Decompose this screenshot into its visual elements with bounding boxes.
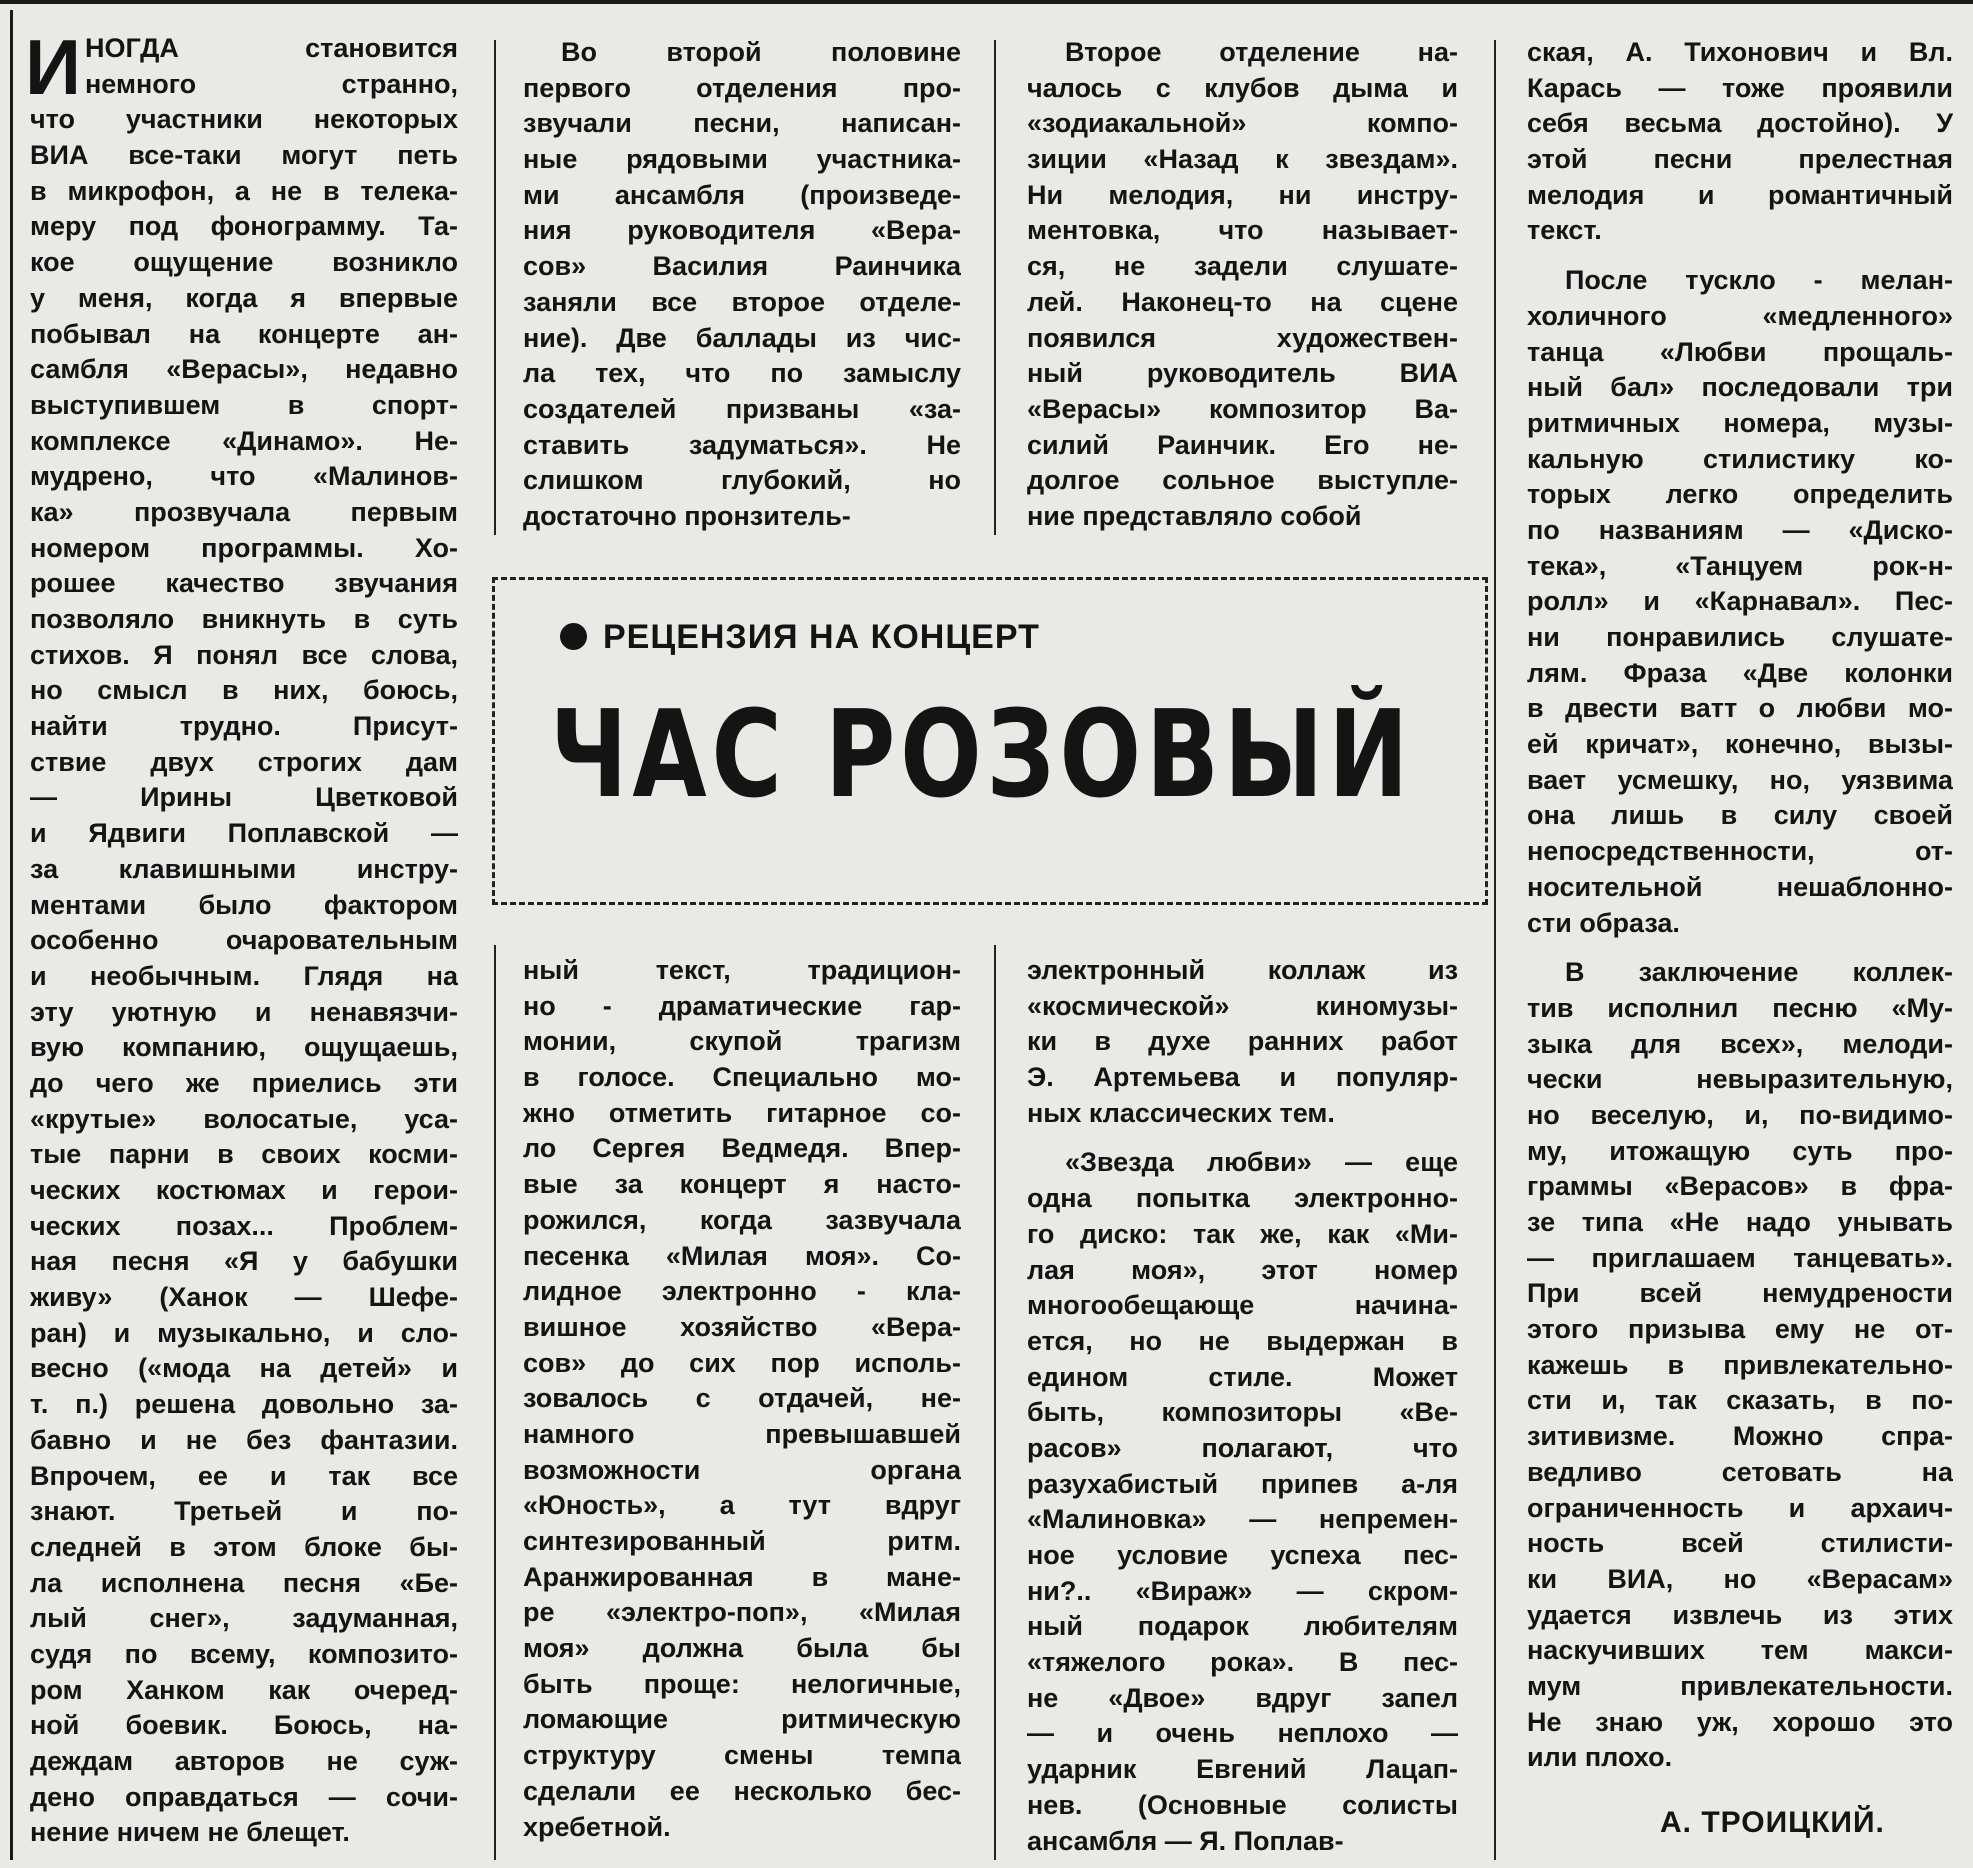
text-line: синтезированный ритм.: [523, 1526, 961, 1556]
text-line: Ни мелодия, ни инстру-: [1027, 179, 1458, 210]
text-line: ская, А. Тихонович и Вл.: [1527, 37, 1953, 67]
text-line: хребетной.: [523, 1811, 671, 1842]
text-line: вые за концерт я насто-: [523, 1169, 961, 1200]
text-line: она лишь в силу своей: [1527, 800, 1953, 831]
text-line: мум привлекательности.: [1527, 1670, 1953, 1701]
text-line: или плохо.: [1527, 1742, 1673, 1773]
text-line: ный текст, традицион-: [523, 955, 961, 985]
text-line: мелодия и романтичный: [1527, 179, 1953, 210]
text-line: сделали ее несколько бес-: [523, 1775, 961, 1806]
text-line: ритмичных номера, музы-: [1527, 407, 1953, 438]
text-line: лая моя», этот номер: [1027, 1254, 1458, 1285]
text-line: одна попытка электронно-: [1027, 1183, 1458, 1214]
text-line: ческих позах... Проблем-: [30, 1210, 458, 1241]
text-line: достаточно пронзитель-: [523, 500, 851, 531]
text-line: ре «электро-поп», «Милая: [523, 1597, 961, 1628]
text-line: знают. Третьей и по-: [30, 1496, 458, 1527]
text-line: тив исполнил песню «Му-: [1527, 992, 1953, 1023]
text-line: слишком глубокий, но: [523, 465, 961, 496]
text-line: но смысл в них, боюсь,: [30, 675, 458, 706]
text-line: ки ВИА, но «Верасам»: [1527, 1563, 1953, 1594]
text-line: сов» Василия Раинчика: [523, 251, 961, 282]
text-line: номером программы. Хо-: [30, 532, 458, 563]
text-line: но веселую, и, по-видимо-: [1527, 1099, 1953, 1130]
text-line: кальную стилистику ко-: [1527, 443, 1953, 474]
text-line: мудрено, что «Малинов-: [30, 461, 458, 492]
text-line: ка» прозвучала первым: [30, 496, 458, 527]
text-line: зыка для всех», мелоди-: [1527, 1028, 1953, 1059]
text-line: ческих костюмах и герои-: [30, 1175, 458, 1205]
text-line: выступившем в спорт-: [30, 389, 458, 420]
text-line: Не знаю уж, хорошо это: [1527, 1706, 1953, 1737]
text-line: ролл» и «Карнавал». Пес-: [1527, 586, 1953, 617]
text-line: му, итожащую суть про-: [1527, 1135, 1953, 1166]
text-line: быть, композиторы «Ве-: [1027, 1397, 1458, 1428]
text-line: жно отметить гитарное со-: [523, 1097, 961, 1128]
text-line: тые парни в своих косми-: [30, 1139, 458, 1170]
text-line: создателей призваны «за-: [523, 393, 961, 424]
text-line: чески невыразительную,: [1527, 1064, 1953, 1095]
text-line: «зодиакальной» компо-: [1027, 108, 1458, 139]
text-line: вишное хозяйство «Вера-: [523, 1311, 961, 1342]
text-line: бавно и не без фантазии.: [30, 1424, 458, 1455]
text-line: ла тех, что по замыслу: [523, 358, 961, 389]
text-line: ный подарок любителям: [1027, 1611, 1458, 1642]
article-column-2-top: [523, 35, 961, 535]
text-line: самбля «Верасы», недавно: [30, 354, 458, 385]
text-line: весно («мода на детей» и: [30, 1353, 458, 1384]
text-line: тека», «Танцуем рок-н-: [1527, 550, 1953, 581]
text-line: ни?.. «Вираж» — скром-: [1027, 1575, 1458, 1606]
text-line: следней в этом блоке бы-: [30, 1531, 458, 1562]
text-line: звучали песни, написан-: [523, 108, 961, 139]
text-line: нение ничем не блещет.: [30, 1817, 350, 1848]
paragraph-gap: [1527, 249, 1953, 263]
text-line: не «Двое» вдруг запел: [1027, 1682, 1458, 1713]
text-line: за клавишными инстру-: [30, 853, 458, 884]
text-line: меру под фонограмму. Та-: [30, 211, 458, 242]
text-line: ность всей стилисти-: [1527, 1528, 1953, 1559]
text-line: и Ядвиги Поплавской —: [30, 818, 458, 849]
text-line: ми ансамбля (произведе-: [523, 179, 961, 210]
text-line: монии, скупой трагизм: [523, 1026, 961, 1057]
article-column-1: [30, 31, 458, 1851]
text-line: разухабистый припев а-ля: [1027, 1468, 1458, 1499]
text-line: НОГДА становится: [85, 33, 458, 63]
text-line: зиции «Назад к звездам».: [1027, 144, 1458, 175]
text-line: ние). Две баллады из чис-: [523, 322, 961, 353]
text-line: ся, не задели слушате-: [1027, 251, 1458, 282]
text-line: ная песня «Я у бабушки: [30, 1246, 458, 1277]
text-line: расов» полагают, что: [1027, 1432, 1458, 1463]
text-line: электронный коллаж из: [1027, 955, 1458, 985]
text-line: ломающие ритмическую: [523, 1704, 961, 1735]
text-line: удается извлечь из этих: [1527, 1599, 1953, 1630]
text-line: После тускло - мелан-: [1565, 265, 1953, 296]
text-line: носительной нешаблонно-: [1527, 871, 1953, 902]
text-line: по названиям — «Диско-: [1527, 514, 1953, 545]
text-line: зитивизме. Можно спра-: [1527, 1421, 1953, 1452]
text-line: особенно очаровательным: [30, 925, 458, 956]
text-line: ло Сергея Ведмедя. Впер-: [523, 1133, 961, 1164]
text-line: ром Ханком как очеред-: [30, 1674, 458, 1705]
text-line: — приглашаем танцевать».: [1527, 1242, 1953, 1273]
text-line: эту уютную и ненавязчи-: [30, 996, 458, 1027]
text-line: лидное электронно - кла-: [523, 1276, 961, 1307]
text-line: — Ирины Цветковой: [30, 782, 458, 813]
text-line: до чего же приелись эти: [30, 1067, 458, 1098]
text-line: деждам авторов не суж-: [30, 1746, 458, 1776]
text-line: кое ощущение возникло: [30, 247, 458, 278]
text-line: возможности органа: [523, 1454, 961, 1485]
text-line: многообещающе начина-: [1027, 1290, 1458, 1321]
text-line: что участники некоторых: [30, 104, 458, 135]
text-line: в двести ватт о любви мо-: [1527, 693, 1953, 724]
text-line: ные рядовыми участника-: [523, 144, 961, 175]
text-line: ансамбля — Я. Поплав-: [1027, 1825, 1344, 1856]
article-column-3-top: [1027, 35, 1458, 535]
text-line: ла исполнена песня «Бе-: [30, 1567, 458, 1598]
text-line: судя по всему, композито-: [30, 1638, 458, 1669]
text-line: наскучивших тем макси-: [1527, 1635, 1953, 1666]
text-line: граммы «Верасов» в фра-: [1527, 1171, 1953, 1202]
text-line: чалось с клубов дыма и: [1027, 72, 1458, 103]
text-line: этой песни прелестная: [1527, 144, 1953, 175]
text-line: ствие двух строгих дам: [30, 746, 458, 777]
article-column-2-bottom: [523, 953, 961, 1845]
text-line: сти и, так сказать, в по-: [1527, 1385, 1953, 1416]
text-line: ной боевик. Боюсь, на-: [30, 1710, 458, 1741]
text-line: зовалось с отдачей, не-: [523, 1383, 961, 1414]
text-line: ей кричат», конечно, вызы-: [1527, 729, 1953, 760]
text-line: «Звезда любви» — еще: [1065, 1147, 1458, 1178]
text-line: холичного «медленного»: [1527, 300, 1953, 331]
text-line: комплексе «Динамо». Не-: [30, 425, 458, 456]
text-line: танца «Любви прощаль-: [1527, 336, 1953, 367]
text-line: ограниченность и архаич-: [1527, 1492, 1953, 1523]
text-line: «Верасы» композитор Ва-: [1027, 393, 1458, 424]
text-line: этого призыва ему не от-: [1527, 1314, 1953, 1345]
text-line: ния руководителя «Вера-: [523, 215, 961, 246]
text-line: Второе отделение на-: [1065, 37, 1458, 67]
text-line: рожился, когда зазвучала: [523, 1204, 961, 1235]
text-line: ный руководитель ВИА: [1027, 358, 1458, 389]
text-line: ни понравились слушате-: [1527, 622, 1953, 652]
text-line: моя» должна была бы: [523, 1633, 961, 1664]
text-line: лей. Наконец-то на сцене: [1027, 286, 1458, 317]
text-line: немного странно,: [85, 68, 458, 99]
text-line: ный бал» последовали три: [1527, 372, 1953, 403]
text-line: «Малиновка» — непремен-: [1027, 1504, 1458, 1535]
text-line: непосредственности, от-: [1527, 836, 1953, 867]
article-title: ЧАС РОЗОВЫЙ: [550, 686, 1414, 825]
text-line: зе типа «Не надо унывать: [1527, 1207, 1953, 1237]
rubric-text: РЕЦЕНЗИЯ НА КОНЦЕРТ: [603, 618, 1040, 656]
text-line: сти образа.: [1527, 907, 1680, 938]
text-line: у меня, когда я впервые: [30, 282, 458, 313]
text-line: песенка «Милая моя». Со-: [523, 1240, 961, 1271]
text-line: дено оправдаться — сочи-: [30, 1781, 458, 1812]
text-line: торых легко определить: [1527, 479, 1953, 510]
text-line: текст.: [1527, 215, 1602, 246]
text-line: сов» до сих пор исполь-: [523, 1347, 961, 1378]
top-edge-rule: [0, 0, 1973, 4]
text-line: нев. (Основные солисты: [1027, 1789, 1458, 1820]
author-signature: А. ТРОИЦКИЙ.: [1660, 1806, 1885, 1839]
text-line: «тяжелого рока». В пес-: [1027, 1647, 1458, 1678]
rubric: [560, 618, 1040, 657]
column-rule-2-bottom: [994, 945, 996, 1860]
column-rule-3: [1494, 40, 1496, 1860]
text-line: быть проще: нелогичные,: [523, 1668, 961, 1699]
text-line: В заключение коллек-: [1565, 957, 1953, 988]
text-line: ки в духе ранних работ: [1027, 1026, 1458, 1057]
text-line: ран) и музыкально, и сло-: [30, 1317, 458, 1348]
left-border-rule: [10, 10, 13, 1860]
text-line: в голосе. Специально мо-: [523, 1062, 961, 1093]
text-line: ВИА все-таки могут петь: [30, 140, 458, 171]
text-line: ное условие успеха пес-: [1027, 1540, 1458, 1570]
text-line: силий Раинчик. Его не-: [1027, 429, 1458, 460]
text-line: лый снег», задуманная,: [30, 1603, 458, 1634]
text-line: Карась — тоже проявили: [1527, 72, 1953, 103]
text-line: позволяло вникнуть в суть: [30, 604, 458, 634]
text-line: но - драматические гар-: [523, 990, 961, 1021]
text-line: живу» (Ханок — Шефе-: [30, 1282, 458, 1313]
text-line: го диско: так же, как «Ми-: [1027, 1218, 1458, 1249]
text-line: первого отделения про-: [523, 72, 961, 103]
column-rule-2-top: [994, 40, 996, 535]
text-line: едином стиле. Может: [1027, 1361, 1458, 1392]
text-line: вую компанию, ощущаешь,: [30, 1032, 458, 1063]
text-line: ударник Евгений Лацап-: [1027, 1754, 1458, 1785]
drop-cap: И: [25, 23, 82, 111]
text-line: и необычным. Глядя на: [30, 960, 458, 991]
paragraph-gap: [1027, 1131, 1458, 1145]
text-line: Во второй половине: [561, 37, 961, 67]
text-line: лям. Фраза «Две колонки: [1527, 657, 1953, 688]
text-line: кажешь в привлекательно-: [1527, 1349, 1953, 1380]
paragraph-gap: [1527, 941, 1953, 955]
text-line: долгое сольное выступле-: [1027, 465, 1458, 496]
text-line: ние представляло собой: [1027, 500, 1362, 531]
text-line: «крутые» волосатые, уса-: [30, 1103, 458, 1134]
text-line: вает усмешку, но, уязвима: [1527, 764, 1953, 795]
text-line: ментами было фактором: [30, 889, 458, 920]
text-line: побывал на концерте ан-: [30, 318, 458, 349]
text-line: ментовка, что называет-: [1027, 215, 1458, 246]
bullet-dot-icon: [560, 623, 587, 650]
article-column-4: [1527, 35, 1953, 1776]
text-line: появился художествен-: [1027, 322, 1458, 353]
text-line: «Юность», а тут вдруг: [523, 1490, 961, 1521]
text-line: найти трудно. Присут-: [30, 711, 458, 742]
text-line: заняли все второе отделе-: [523, 286, 961, 317]
text-line: Аранжированная в мане-: [523, 1561, 961, 1592]
article-column-3-bottom: [1027, 953, 1458, 1859]
text-line: Э. Артемьева и популяр-: [1027, 1062, 1458, 1093]
column-rule-1-bottom: [494, 945, 496, 1860]
text-line: ставить задуматься». Не: [523, 429, 961, 460]
text-line: ется, но не выдержан в: [1027, 1325, 1458, 1356]
text-line: рошее качество звучания: [30, 568, 458, 599]
text-line: ных классических тем.: [1027, 1097, 1335, 1128]
text-line: себя весьма достойно). У: [1527, 108, 1953, 139]
text-line: Впрочем, ее и так все: [30, 1460, 458, 1491]
text-line: структуру смены темпа: [523, 1740, 961, 1771]
text-line: стихов. Я понял все слова,: [30, 639, 458, 670]
text-line: «космической» киномузы-: [1027, 990, 1458, 1021]
text-line: в микрофон, а не в телека-: [30, 175, 458, 206]
text-line: намного превышавшей: [523, 1418, 961, 1449]
text-line: При всей немудрености: [1527, 1278, 1953, 1309]
text-line: т. п.) решена довольно за-: [30, 1389, 458, 1420]
column-rule-1-top: [494, 40, 496, 535]
text-line: — и очень неплохо —: [1027, 1718, 1458, 1749]
text-line: ведливо сетовать на: [1527, 1456, 1953, 1487]
